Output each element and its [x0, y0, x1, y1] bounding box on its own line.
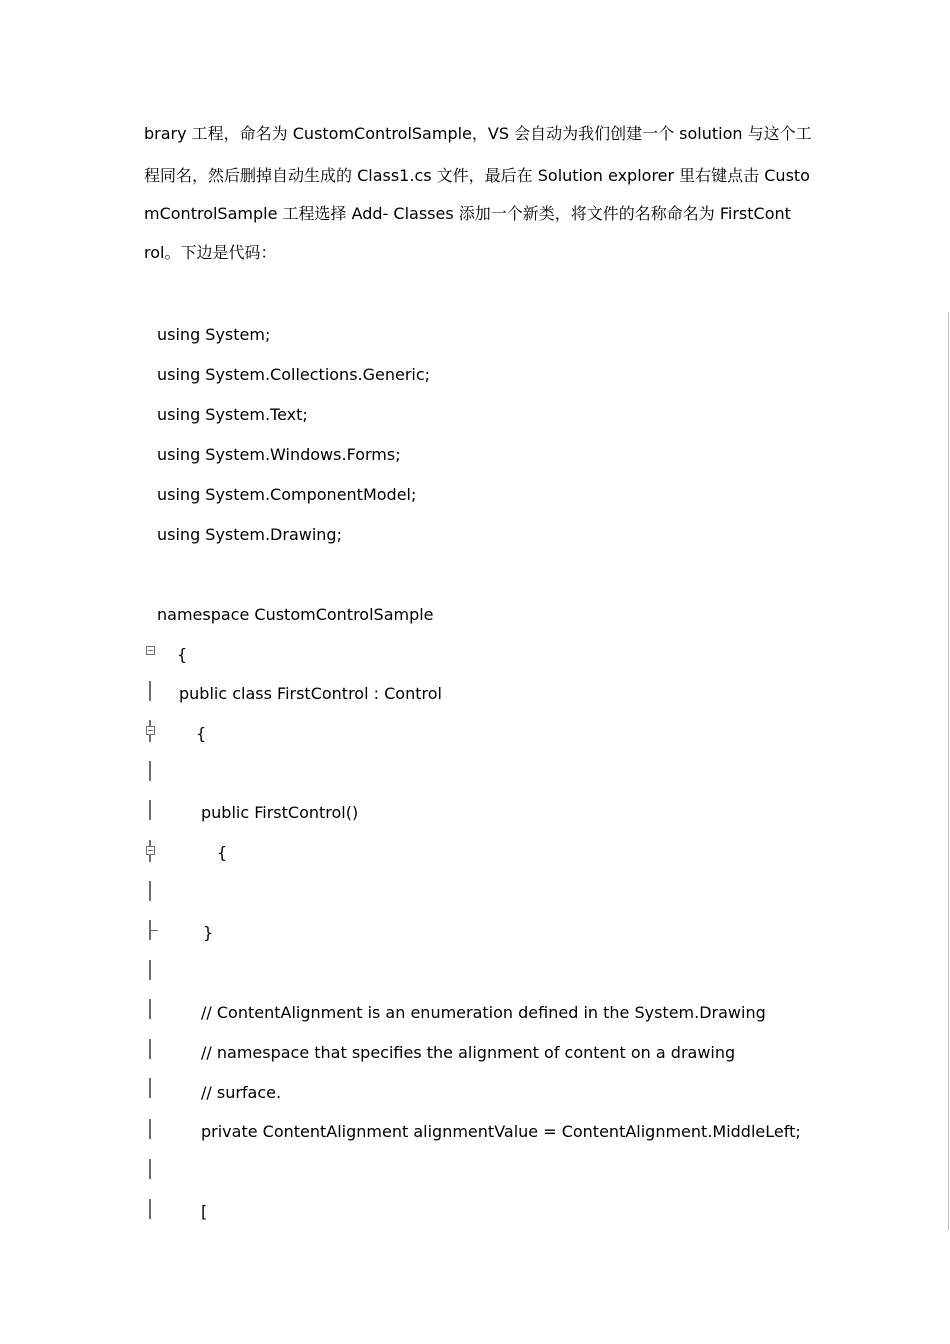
outline-bar-icon	[149, 1199, 151, 1219]
code-line-open-bracket: [	[201, 1202, 208, 1221]
code-line-using-drawing: using System.Drawing;	[157, 525, 342, 544]
outline-bar-icon	[149, 1119, 151, 1139]
outline-bar-icon	[149, 800, 151, 820]
outline-bar-icon	[149, 999, 151, 1019]
intro-line-1: brary 工程，命名为 CustomControlSample，VS 会自动为我们创建一个 solution 与这个工	[144, 124, 812, 143]
code-line-using-componentmodel: using System.ComponentModel;	[157, 485, 417, 504]
outline-bar-icon	[149, 960, 151, 980]
code-line-using-system: using System;	[157, 325, 271, 344]
code-line-comment-3: // surface.	[201, 1083, 282, 1102]
code-line-field-declaration: private ContentAlignment alignmentValue = ContentAlignment.MiddleLeft;	[201, 1122, 801, 1141]
collapse-box-icon	[146, 846, 155, 855]
outline-bar-icon	[149, 1159, 151, 1179]
outline-bar-icon	[149, 1039, 151, 1059]
code-line-class-declaration: public class FirstControl : Control	[179, 684, 442, 703]
outline-bar-icon	[149, 1078, 151, 1098]
outline-bar-icon	[149, 681, 151, 701]
code-line-using-text: using System.Text;	[157, 405, 308, 424]
code-line-using-forms: using System.Windows.Forms;	[157, 445, 401, 464]
code-line-using-collections: using System.Collections.Generic;	[157, 365, 431, 384]
code-line-namespace: namespace CustomControlSample	[157, 605, 434, 624]
code-line-close-brace-constructor: }	[203, 923, 214, 942]
outline-bar-icon	[149, 881, 151, 901]
code-line-open-brace-namespace: {	[177, 645, 188, 664]
intro-line-3: mControlSample 工程选择 Add- Classes 添加一个新类，将文件的名称命名为 FirstCont	[144, 204, 791, 223]
code-line-open-brace-class: {	[196, 724, 207, 743]
outline-bar-icon	[149, 761, 151, 781]
intro-line-2: 程同名，然后删掉自动生成的 Class1.cs 文件，最后在 Solution explorer 里右键点击 Custo	[144, 166, 810, 185]
code-line-open-brace-constructor: {	[217, 843, 228, 862]
code-line-comment-2: // namespace that specifies the alignment of content on a drawing	[201, 1043, 736, 1062]
intro-line-4: rol。下边是代码：	[144, 243, 277, 262]
page-edge-line	[948, 312, 949, 1230]
collapse-box-icon	[146, 726, 155, 735]
code-line-constructor: public FirstControl()	[201, 803, 359, 822]
outline-end-tick-icon	[150, 930, 158, 931]
code-line-comment-1: // ContentAlignment is an enumeration defined in the System.Drawing	[201, 1003, 766, 1022]
collapse-box-icon	[146, 646, 155, 655]
